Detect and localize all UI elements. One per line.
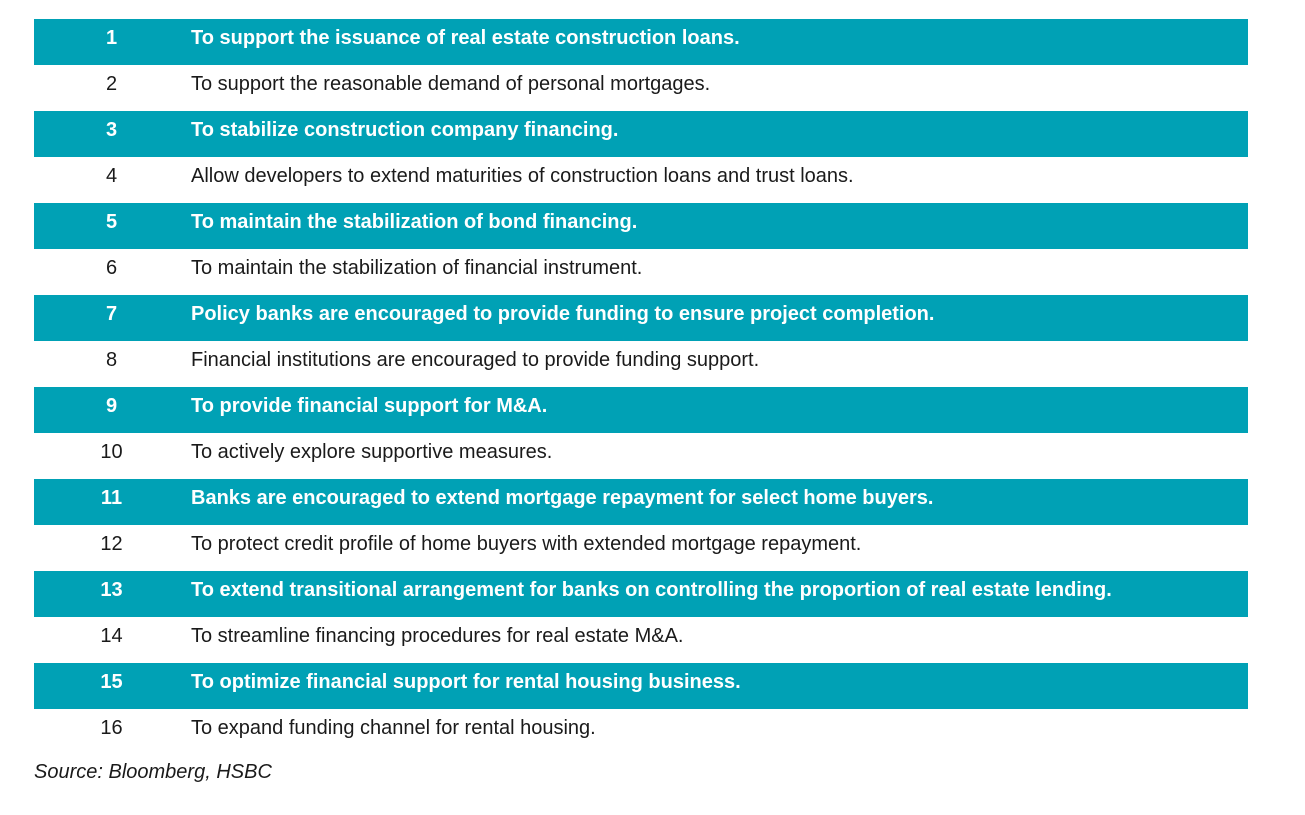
row-number: 10 bbox=[100, 441, 123, 463]
row-number: 15 bbox=[100, 671, 123, 693]
row-number: 11 bbox=[100, 487, 123, 509]
row-text: Allow developers to extend maturities of construction loans and trust loans. bbox=[191, 165, 854, 187]
measures-table bbox=[34, 19, 1248, 755]
row-number: 4 bbox=[105, 165, 118, 187]
table-row bbox=[34, 295, 1248, 341]
table-row bbox=[34, 525, 1248, 571]
table-row bbox=[34, 65, 1248, 111]
row-number: 5 bbox=[105, 211, 118, 233]
row-number: 12 bbox=[100, 533, 123, 555]
row-text: To stabilize construction company financing. bbox=[191, 119, 619, 141]
row-text: To extend transitional arrangement for banks on controlling the proportion of real estate lending. bbox=[191, 579, 1112, 601]
row-text: To optimize financial support for rental housing business. bbox=[191, 671, 741, 693]
row-text: To expand funding channel for rental housing. bbox=[191, 717, 596, 739]
table-row bbox=[34, 203, 1248, 249]
row-text: Financial institutions are encouraged to provide funding support. bbox=[191, 349, 760, 371]
table-row bbox=[34, 571, 1248, 617]
row-text: To actively explore supportive measures. bbox=[191, 441, 553, 463]
table-row bbox=[34, 157, 1248, 203]
table-row bbox=[34, 387, 1248, 433]
row-number: 9 bbox=[105, 395, 118, 417]
row-text: To maintain the stabilization of bond financing. bbox=[191, 211, 638, 233]
table-row bbox=[34, 709, 1248, 755]
table-row bbox=[34, 111, 1248, 157]
row-number: 16 bbox=[100, 717, 123, 739]
table-row bbox=[34, 479, 1248, 525]
row-text: To protect credit profile of home buyers with extended mortgage repayment. bbox=[191, 533, 862, 555]
table-row bbox=[34, 663, 1248, 709]
source-note: Source: Bloomberg, HSBC bbox=[34, 761, 272, 783]
table-row bbox=[34, 617, 1248, 663]
row-number: 7 bbox=[105, 303, 118, 325]
table-row bbox=[34, 19, 1248, 65]
row-text: To support the issuance of real estate construction loans. bbox=[191, 27, 740, 49]
row-number: 2 bbox=[105, 73, 118, 95]
table-row bbox=[34, 433, 1248, 479]
row-number: 3 bbox=[105, 119, 118, 141]
row-number: 14 bbox=[100, 625, 123, 647]
row-number: 1 bbox=[105, 27, 118, 49]
table-row bbox=[34, 249, 1248, 295]
row-text: To streamline financing procedures for real estate M&A. bbox=[191, 625, 684, 647]
row-number: 6 bbox=[105, 257, 118, 279]
row-text: To provide financial support for M&A. bbox=[191, 395, 548, 417]
row-text: Banks are encouraged to extend mortgage repayment for select home buyers. bbox=[191, 487, 934, 509]
row-text: To support the reasonable demand of personal mortgages. bbox=[191, 73, 711, 95]
row-number: 13 bbox=[100, 579, 123, 601]
row-text: To maintain the stabilization of financial instrument. bbox=[191, 257, 643, 279]
row-text: Policy banks are encouraged to provide funding to ensure project completion. bbox=[191, 303, 935, 325]
table-row bbox=[34, 341, 1248, 387]
row-number: 8 bbox=[105, 349, 118, 371]
